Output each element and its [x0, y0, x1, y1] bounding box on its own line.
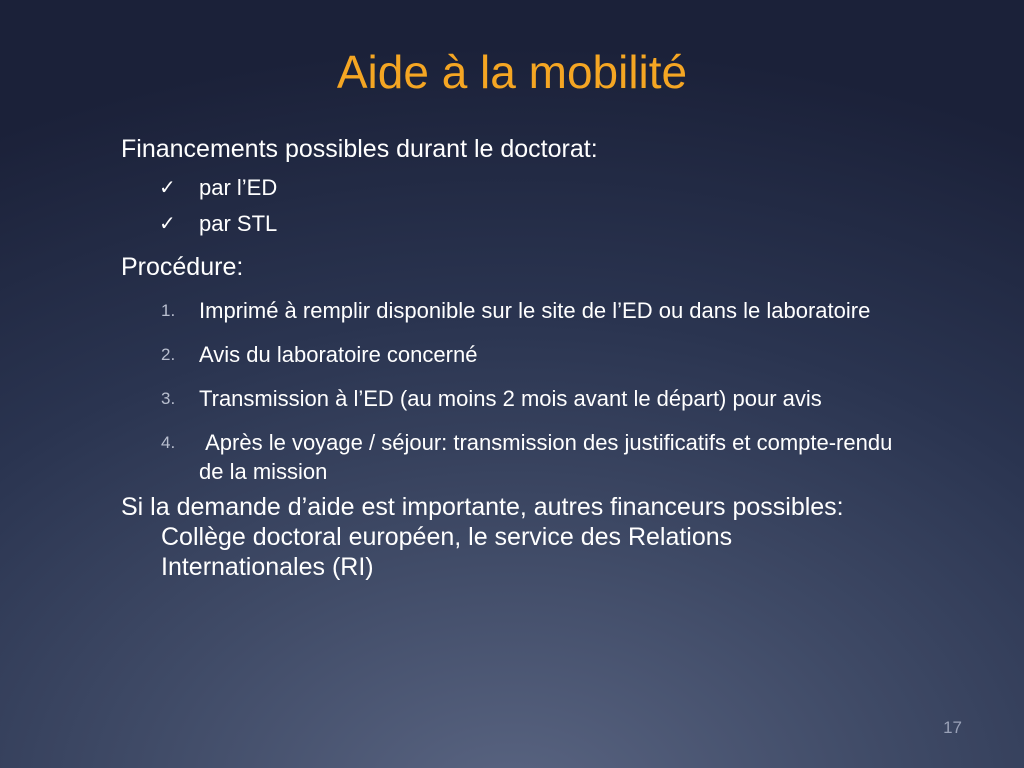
step-item	[121, 296, 901, 325]
step-number: 1.	[161, 301, 176, 320]
step-text: Imprimé à remplir disponible sur le site de l’ED ou dans le laboratoire	[199, 298, 871, 323]
slide-title: Aide à la mobilité	[336, 46, 688, 98]
closing-text: Si la demande d’aide est importante, autres financeurs possibles: Collège doctoral européen, le service des Relations Internationales (RI)	[121, 493, 844, 581]
step-item	[121, 340, 901, 369]
slide-number: 17	[943, 718, 962, 737]
checkmark-icon: ✓	[159, 177, 176, 199]
step-item	[121, 384, 901, 413]
intro-text: Financements possibles durant le doctorat:	[121, 135, 598, 163]
step-number: 3.	[161, 389, 176, 408]
step-number: 4.	[161, 433, 176, 452]
step-text: Transmission à l’ED (au moins 2 mois avant le départ) pour avis	[199, 386, 822, 411]
step-text: Avis du laboratoire concerné	[199, 342, 478, 367]
step-number: 2.	[161, 345, 176, 364]
check-list	[121, 170, 901, 242]
slide-body	[121, 134, 901, 582]
checkmark-icon: ✓	[159, 213, 176, 235]
check-item-text: par STL	[199, 211, 278, 236]
step-text: Après le voyage / séjour: transmission des justificatifs et compte-rendu de la mission	[199, 430, 899, 484]
procedure-label: Procédure:	[121, 253, 244, 281]
step-item	[121, 428, 901, 486]
check-item-text: par l’ED	[199, 175, 278, 200]
check-item	[121, 170, 901, 206]
check-item	[121, 206, 901, 242]
steps-list	[121, 296, 901, 486]
